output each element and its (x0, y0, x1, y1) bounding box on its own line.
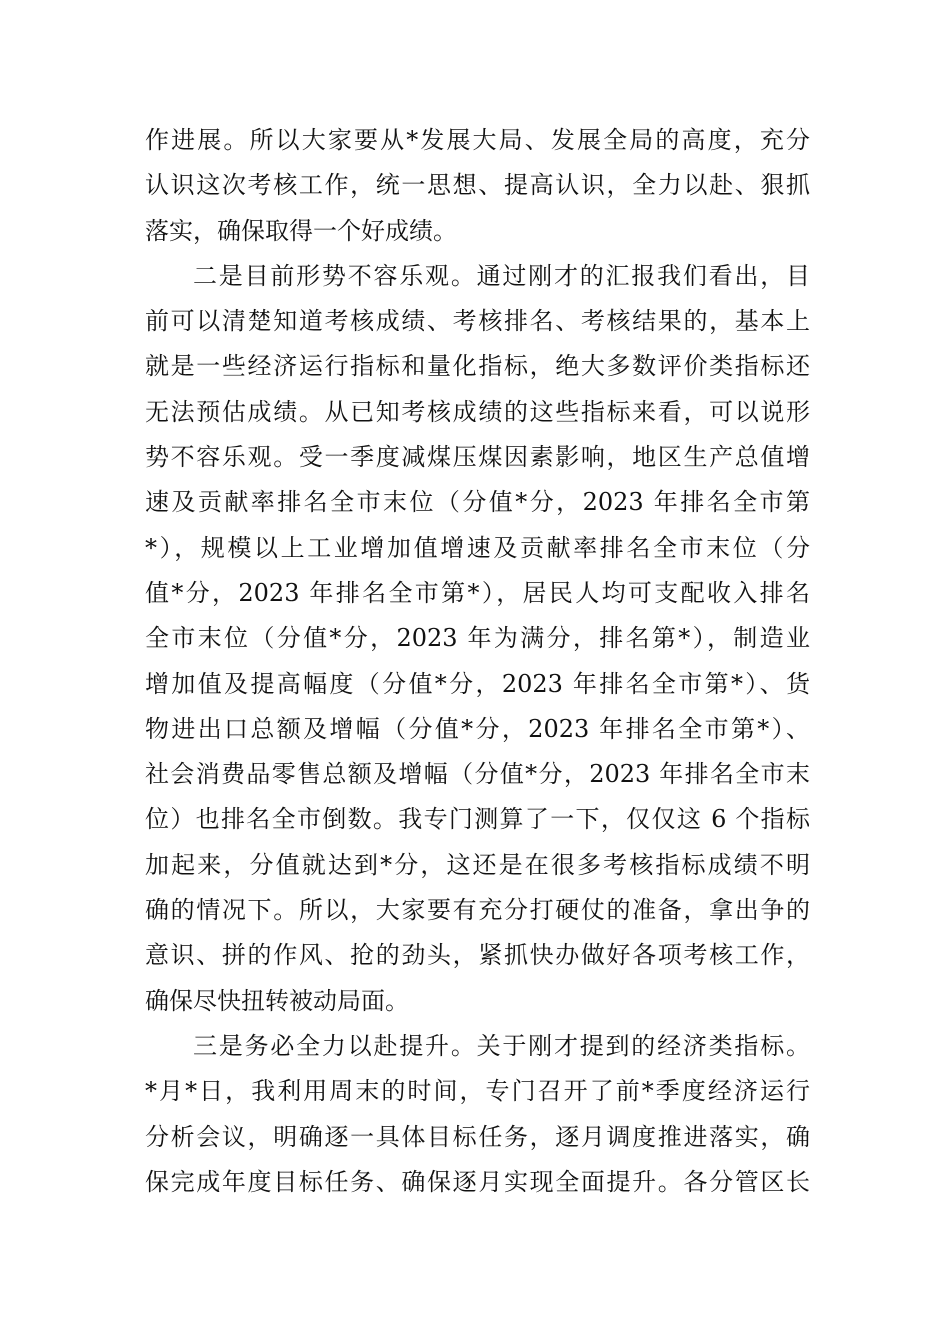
text-line: 意识、拼的作风、抢的劲头，紧抓快办做好各项考核工作， (145, 941, 810, 970)
text-line: 前可以清楚知道考核成绩、考核排名、考核结果的，基本上 (145, 307, 810, 336)
text-line: 物进出口总额及增幅（分值*分，2023 年排名全市第*）、 (145, 714, 810, 743)
text-line: *），规模以上工业增加值增速及贡献率排名全市末位（分 (145, 533, 810, 562)
paragraph (145, 1024, 810, 1205)
text-line: 二是目前形势不容乐观。通过刚才的汇报我们看出，目 (193, 261, 810, 290)
text-line: 位）也排名全市倒数。我专门测算了一下，仅仅这 6 个指标 (145, 805, 810, 834)
text-line: 三是务必全力以赴提升。关于刚才提到的经济类指标。 (193, 1031, 810, 1060)
text-line: 就是一些经济运行指标和量化指标，绝大多数评价类指标还 (145, 352, 810, 381)
text-line: 势不容乐观。受一季度减煤压煤因素影响，地区生产总值增 (145, 443, 810, 472)
text-line: 确保尽快扭转被动局面。 (145, 986, 409, 1015)
text-line: 值*分，2023 年排名全市第*），居民人均可支配收入排名 (145, 578, 810, 607)
text-line: 加起来，分值就达到*分，这还是在很多考核指标成绩不明 (145, 850, 810, 879)
text-line: 落实，确保取得一个好成绩。 (145, 216, 457, 245)
text-line: 认识这次考核工作，统一思想、提高认识，全力以赴、狠抓 (145, 171, 810, 200)
text-line: 社会消费品零售总额及增幅（分值*分，2023 年排名全市末 (145, 760, 810, 789)
document-body (145, 118, 810, 1205)
text-line: 无法预估成绩。从已知考核成绩的这些指标来看，可以说形 (145, 397, 810, 426)
text-line: 作进展。所以大家要从*发展大局、发展全局的高度，充分 (145, 126, 810, 154)
text-line: 全市末位（分值*分，2023 年为满分，排名第*），制造业 (145, 624, 810, 653)
text-line: 保完成年度目标任务、确保逐月实现全面提升。各分管区长 (145, 1167, 810, 1196)
paragraph (145, 254, 810, 1024)
text-line: 分析会议，明确逐一具体目标任务，逐月调度推进落实，确 (145, 1122, 810, 1151)
paragraph (145, 118, 810, 254)
text-line: 确的情况下。所以，大家要有充分打硬仗的准备，拿出争的 (145, 896, 810, 925)
text-line: 增加值及提高幅度（分值*分，2023 年排名全市第*）、货 (145, 669, 810, 698)
text-line: 速及贡献率排名全市末位（分值*分，2023 年排名全市第 (145, 488, 810, 517)
text-line: *月*日，我利用周末的时间，专门召开了前*季度经济运行 (145, 1077, 810, 1106)
